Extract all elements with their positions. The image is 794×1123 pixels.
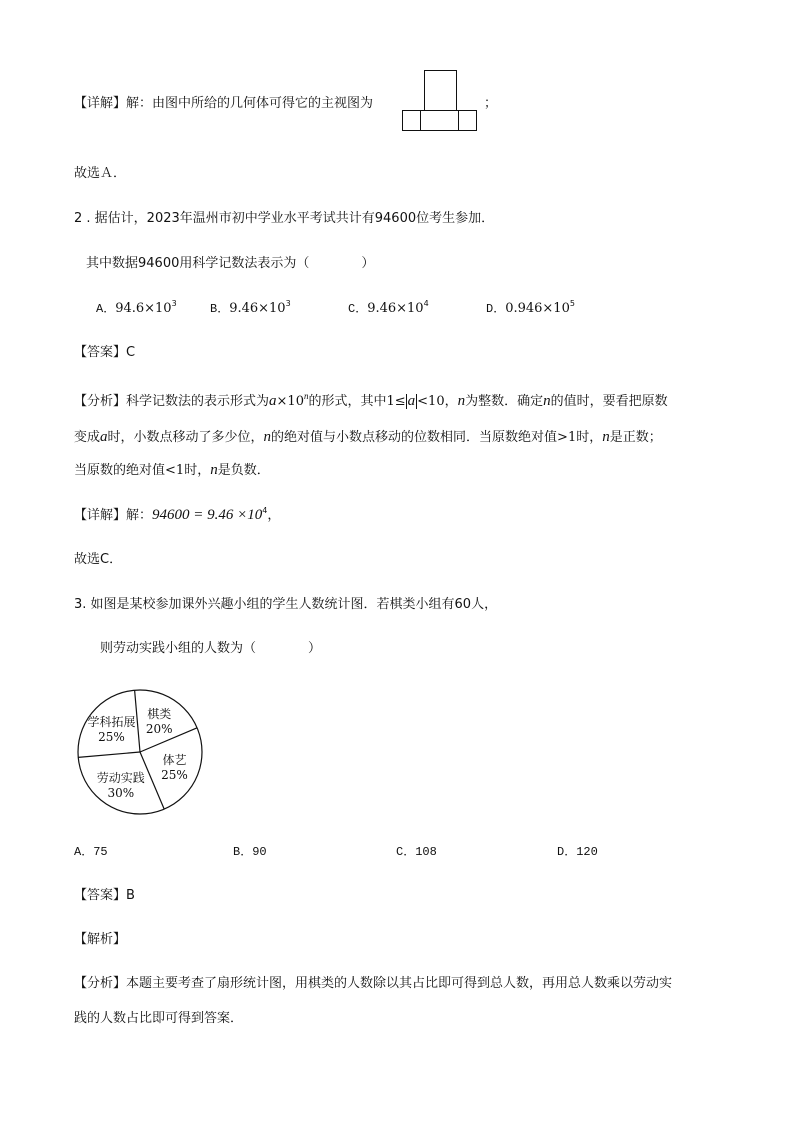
q2-analysis-line-3: 当原数的绝对值<1时，n是负数． — [74, 462, 270, 478]
pie-slice-percent: 25% — [98, 730, 125, 745]
q3-option-c: C．108 — [396, 845, 437, 859]
semicolon: ； — [484, 96, 498, 111]
q3-option-b: B．90 — [233, 845, 267, 859]
detail-line-1 — [74, 95, 373, 113]
q2-option-d: D．$0.946\times 10^5$ — [486, 299, 575, 316]
q3-jiexi-label: 【解析】 — [74, 932, 127, 947]
pie-slice-label: 棋类 — [147, 707, 172, 722]
q3-analysis-line-2: 践的人数占比即可得到答案． — [74, 1011, 244, 1026]
q3-option-a: A．75 — [74, 845, 108, 859]
q2-detail: 【详解】解：$94600 = 9.46 \times 10^4$， — [74, 506, 281, 523]
q3-option-d: D．120 — [557, 845, 598, 859]
q2-option-a: A．$94.6\times 10^3$ — [96, 299, 177, 316]
detail-text: 解：由图中所给的几何体可得它的主视图为 — [126, 96, 374, 111]
pie-slice-label: 学科拓展 — [87, 715, 136, 730]
front-view-base — [403, 111, 477, 131]
pie-slice-percent: 25% — [161, 767, 188, 782]
answer-label: 【答案】 — [74, 345, 127, 360]
q2-option-c: C．$9.46\times 10^4$ — [348, 299, 429, 316]
pie-slice-label: 体艺 — [162, 752, 187, 767]
q3-sub: 则劳动实践小组的人数为（ ） — [100, 641, 322, 656]
pie-slice-percent: 30% — [107, 785, 135, 800]
q2-stem: 2 . 据估计，2023年温州市初中学业水平考试共计有94600位考生参加． — [74, 211, 495, 226]
q2-sub: 其中数据94600用科学记数法表示为（ ） — [86, 256, 375, 271]
front-view-figure — [402, 70, 478, 132]
q3-stem: 3. 如图是某校参加课外兴趣小组的学生人数统计图．若棋类小组有60人， — [74, 597, 498, 612]
q3-answer: 【答案】B — [74, 888, 135, 903]
choice-line-1: 故选Ａ． — [74, 166, 127, 181]
q3-analysis-line-1: 【分析】本题主要考查了扇形统计图，用棋类的人数除以其占比即可得到总人数，再用总人数乘以劳动实 — [74, 976, 673, 991]
pie-chart — [70, 688, 210, 816]
q2-analysis-line-1: 【分析】科学记数法的表示形式为$a\times 10^n$的形式，其中1≤ a <10，n为整数．确定n的值时，要看把原数 — [74, 391, 668, 409]
detail-label: 【详解】 — [74, 96, 127, 111]
pie-slice-percent: 20% — [145, 722, 173, 737]
q2-answer — [74, 344, 135, 362]
front-view-top-block — [425, 71, 457, 111]
q2-option-b: B．$9.46\times 10^3$ — [210, 299, 291, 316]
pie-slice-label: 劳动实践 — [96, 770, 145, 785]
answer-value: C — [126, 345, 136, 360]
q2-analysis-line-2: 变成a时，小数点移动了多少位，n的绝对值与小数点移动的位数相同．当原数绝对值>1时，n是正数； — [74, 429, 662, 445]
q2-choice: 故选C． — [74, 552, 123, 567]
